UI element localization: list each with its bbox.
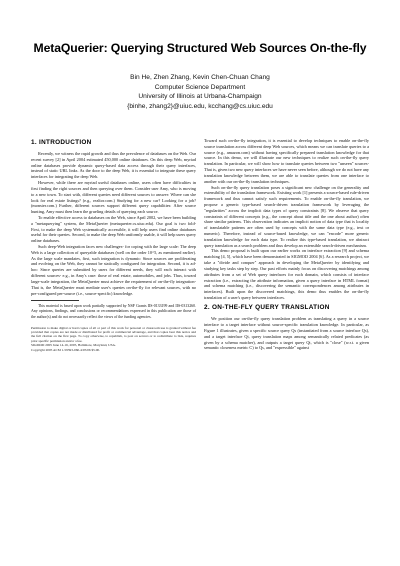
copyright-line: Copyright 2005 ACM 1-59593-060-4/05/06 $5.00. xyxy=(31,347,100,352)
conference-info: SIGMOD 2005 June 14-16, 2005, Baltimore, Maryland, USA. xyxy=(31,343,116,348)
author-names: Bin He, Zhen Zhang, Kevin Chen-Chuan Chang xyxy=(130,74,270,81)
section-heading-query-translation: 2. ON-THE-FLY QUERY TRANSLATION xyxy=(204,304,330,312)
section-heading-introduction: 1. INTRODUCTION xyxy=(31,139,92,146)
right-column xyxy=(204,138,369,351)
university: University of Illinois at Urbana-Champaign xyxy=(138,93,262,101)
paper-title: MetaQuerier: Querying Structured Web Sources On-the-fly xyxy=(33,41,367,55)
funding-footnote: This material is based upon work partially supported by NSF Grants IIS-0133199 and IIS-0313260. Any opinions, findings, and conclusions or recommendations expressed in this publication are those of the author(s) and do not necessarily reflect the views of the funding agencies. xyxy=(31,304,196,319)
body-paragraph: This demo proposal is built upon our earlier works on interface extraction [9] and schema matching [4, 5], which have been demonstrated in SIGMOD 2004 [6]. As a research project, we take a "divide and conquer" approach in developing the MetaQuerier by identifying and studying key tasks step by step. Our past efforts mainly focus on discovering matchings among attributes from a set of Web query interfaces for each domain, which consists of interface extraction (i.e., extracting the attribute information, given a query interface in HTML format) and schema matching (i.e., discovering the semantic correspondences among attributes in interfaces). Built upon the discovered matchings, this demo thus enables the on-the-fly translation of a user's query between interfaces. xyxy=(204,248,369,300)
body-paragraph: We position our on-the-fly query translation problem as translating a query in a source interface to a target interface without source-specific translation knowledge. In particular, as Figure 1 illustrates, given a specific source query Qs (instantiated from a source interface Qs), and a target interface Qt, query translation maps among semantically related predicates (as given by a schema matcher), and outputs a target query Qt, which is "close" (w.r.t. a given semantic closeness metric C) to Qs, and "expressible" against xyxy=(204,316,369,351)
copyright-permission: Permission to make digital or hard copies of all or part of this work for personal or classroom use is granted without fee provided that copies are not made or distributed for profit or commercial advantage, and that copies bear this notice and the full citation on the first page. To copy otherwise, to republish, to post on servers or to redistribute to lists, requires prior specific permission and/or a fee. xyxy=(31,325,196,343)
body-paragraph: Such on-the-fly query translation poses a significant new challenge on the generality and extensibility of the translation framework. Existing work [1] presents a source-based rule-driven framework and thus cannot satisfy such requirements. To enable on-the-fly translation, we propose a generic type-based search-driven translation framework by leveraging the "regularities" across the implicit data types of query constraints [8]. We observe that query constraints of different concepts (e.g., the concept about title and the one about author) often share similar patterns. This observation indicates an implicit notion of data type that is locality of translatable patterns are often used by concepts with the same data type (e.g., text or numeric). Therefore, instead of source-based knowledge, we can "encode" more generic translation knowledge for each data type. To realize this type-based translation, we abstract query translation as a search problem and thus develop an extensible search-driven mechanism. xyxy=(204,184,369,248)
intro-paragraph: Recently, we witness the rapid growth and thus the prevalence of databases on the Web. Our recent survey [2] in April 2004 estimated 450,000 online databases. On this deep Web, myriad online databases provide dynamic query-based data access through their query interfaces, instead of static URL links. As the door to the deep Web, it is essential to integrate these query interfaces for integrating the deep Web. xyxy=(31,151,196,180)
author-emails: {binhe, zhang2}@uiuc.edu, kcchang@cs.uiuc.edu xyxy=(127,102,273,110)
body-paragraph: Toward such on-the-fly integration, it is essential to develop techniques to enable on-the-fly source translation across different deep Web sources, which means we can translate queries to a source (e.g., amazon.com) without having specifically prepared translation knowledge for that source. In this demo, we will illustrate our new techniques to realize such on-the-fly query translation. In particular, we will show how to translate queries between two "unseen" sources- That is, given two new query interfaces we have never seen before, although we do not have any translation knowledge between them, we are able to translate queries from one interface to another with our on-the-fly translation techniques. xyxy=(204,138,369,184)
intro-paragraph: However, while there are myriad useful databases online, users often have difficulties in first finding the right sources and then querying over them. Consider user Amy, who is moving to a new town. To start with, different queries need different sources to answer: Where can she look for real estate listings? (e.g., realtor.com.) Studying for a new car? Looking for a job? (monster.com.) Further, different sources support different query capabilities: After source hunting, Amy must then learn the grueling details of querying each source. xyxy=(31,180,196,215)
footnote-rule xyxy=(31,300,79,301)
left-column xyxy=(31,139,196,352)
department: Computer Science Department xyxy=(154,83,246,91)
author-block xyxy=(0,73,400,111)
intro-paragraph: Such deep-Web integration faces new challenges- for coping with the large scale: The deep Web is a large collection of queryable databases (well on the order 10^5, as mentioned earlier). As the large scale mandates, first, such integration is dynamic: Since sources are proliferating and evolving on the Web, they cannot be statically configured for integration. Second, it is ad-hoc: Since queries are submitted by users for different needs, they will each interact with different sources- e.g., in Amy's case: those of real estate, automobiles, and jobs. Thus, toward large-scale integration, the MetaQuerier must achieve the requirement of on-the-fly integration- That is, the MetaQuerier must mediate user's queries on-the-fly for relevant sources, with no pre-configured per-source (i.e., source-specific) knowledge. xyxy=(31,244,196,296)
copyright-notice xyxy=(31,326,196,352)
intro-paragraph: To enable effective access to databases on the Web, since April 2002, we have been building a "metaquerying" system, the MetaQuerier (metaquerier.cs.uiuc.edu). Our goal is two fold- First, to make the deep Web systematically accessible, it will help users find online databases useful for their queries. Second, to make the deep Web uniformly usable, it will help users query online databases. xyxy=(31,214,196,244)
